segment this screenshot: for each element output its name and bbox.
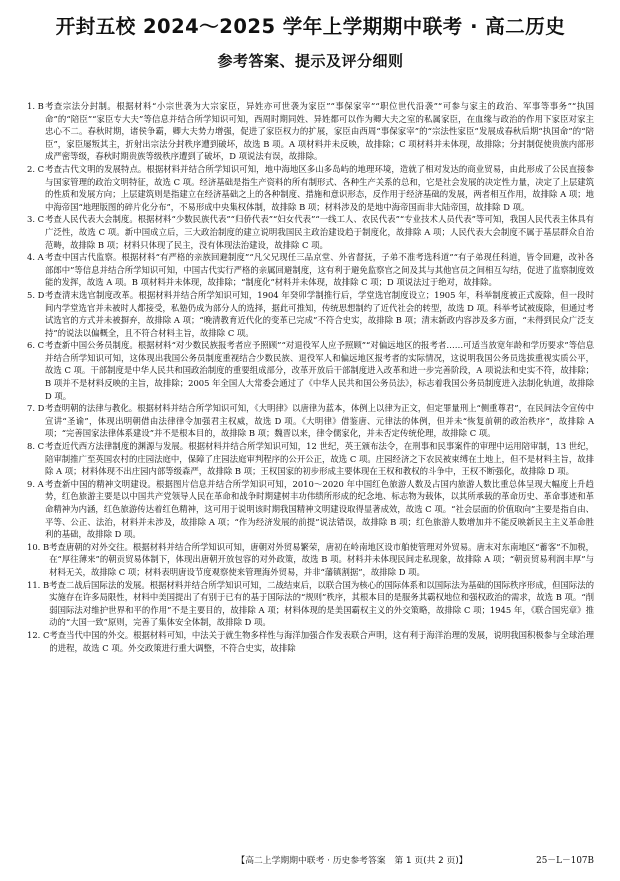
answer-explanation: 考查清末选官制度改革。根据材料并结合所学知识可知，1904 年癸卯学制推行后，学堂选官制度设立；1905 年，科举制度被正式废除，但一段时间内学堂选官并未被时人都接受，私塾仍成为部分人的选择，据此可推知，传统思想制约了近代社会的转型，故选 D 项。科举考试被废除，但通过考试选官的方式并未被摒弃，故排除 A 项；“晚清教育近代化的变革已完成”不符合史实，故排除 B 项；清末新政内容涉及多方面，“未得到民众广泛支持”的说法以偏概全，且不符合材料主旨，故排除 C 项。: [45, 289, 594, 338]
answer-number: 2. C: [27, 163, 45, 174]
answer-number: 1. B: [27, 101, 44, 111]
answer-item-3: [27, 213, 594, 251]
document-code: 25－L－107B: [536, 856, 594, 866]
answer-item-5: [27, 289, 594, 339]
answer-item-8: [27, 440, 594, 478]
answer-number: 9. A: [27, 478, 44, 489]
answer-explanation: 考查新中国的精神文明建设。根据图片信息并结合所学知识可知，2010～2020 年中国红色旅游人数及占国内旅游人数比重总体呈现大幅度上升趋势，红色旅游主要是以中国共产党领导人民在革命和战争时期建树丰功伟绩所形成的纪念地、标志物为载体，以其所承载的革命历史、革命事迹和革命精神为内涵，红色旅游传达着红色精神，这可用于说明该时期我国精神文明建设取得显著成效，故选 C 项。“社会层面的价值取向”主要是指自由、平等、公正、法治，材料并未涉及，故排除 A 项；“作为经济发展的前提”说法错误，故排除 B 项；红色旅游人数增加并不能反映新民主主义革命胜利的基础，故排除 D 项。: [45, 478, 594, 540]
answer-number: 6. C: [27, 340, 45, 351]
answer-explanation: 考查近代西方法律制度的渊源与发展。根据材料并结合所学知识可知，12 世纪，英王颁布法令，在刑事和民事案件的审理中运用陪审制，13 世纪，陪审制推广至英国农村的庄园法庭中，保障了庄园法庭审判程序的公开公正，故选 C 项。庄园经济之下农民被束缚在土地上，但不是材料主旨，故排除 A 项；材料体现不出庄园内部等级森严，故排除 B 项；王权国家的初步形成主要体现在王权和教权的斗争中，王权不断强化，故排除 D 项。: [45, 441, 594, 477]
answer-item-6: [27, 339, 594, 402]
page-subtitle: 参考答案、提示及评分细则: [217, 52, 404, 70]
answer-item-10: [27, 541, 594, 579]
answer-number: 5. D: [27, 289, 45, 300]
answer-item-2: [27, 163, 594, 213]
answer-explanation: 考查二战后国际法的发展。根据材料并结合所学知识可知，二战结束后，以联合国为核心的国际体系和以国际法为基础的国际秩序形成，但国际法的实施存在许多局限性，材料中美国提出了有别于已有的基于国际法的“规则”秩序，其根本目的是服务其霸权地位和强权政治的需求，故选 B 项。“削弱国际法对维护世界和平的作用”不是主要目的，故排除 A 项；材料体现的是美国霸权主义的外交策略，故排除 C 项；1945 年，《联合国宪章》推动的“大国一致”原则，完善了集体安全体制，故排除 D 项。: [49, 579, 594, 628]
answer-list: [27, 100, 594, 654]
answer-item-11: [27, 579, 594, 629]
answer-item-9: [27, 478, 594, 541]
answer-number: 4. A: [27, 252, 44, 263]
answer-explanation: 考查唐朝的对外交往。根据材料并结合所学知识可知，唐朝对外贸易繁荣，唐初在岭南地区设市舶使管理对外贸易。唐末对东南地区“蓄客”不加税，在“厚往薄来”的朝贡贸易体制下，体现出唐朝开放包容的对外政策，故选 B 项。材料并未体现民间走私现象，故排除 A 项；“朝贡贸易利润丰厚”与材料无关，故排除 C 项；材料表明唐设节度观察使来管理海外贸易，并非“藩镇割据”，故排除 D 项。: [49, 541, 594, 577]
answer-number: 10. B: [27, 541, 50, 552]
answer-item-12: [27, 629, 594, 654]
answer-number: 8. C: [27, 441, 45, 452]
answer-explanation: 考查宗法分封制。根据材料“小宗世袭为大宗家臣，异姓亦可世袭为家臣”“事保家宰”“职位世代沿袭”“可参与家主的政治、军事等事务”“执国命”的“陪臣”“家臣专大夫”等信息并结合所学知识可知，西周时期同姓、异姓都可以作为卿大夫之室的私属家臣，在血缘与政治的作用下家臣对家主忠心不二。春秋时期，诸侯争霸，卿大夫势力增强，促进了家臣权力的扩展，家臣由西周“事保家宰”的“宗法性家臣”发展成春秋后期“执国命”的“陪臣”，家臣屡叛其主，折射出宗法分封秩序遭到破坏，故选 B 项。A 项材料并未反映，故排除；C 项材料并未体现，故排除；分封制促使贵族内部形成严密等级，春秋时期贵族等级秩序遭到了破坏，D 项说法有误，故排除。: [45, 101, 594, 162]
answer-explanation: 考查中国古代监察。根据材料“有严格的亲族回避制度”“凡父兄现任三品京堂、外省督抚，子弟不准考选科道”“有子弟现任科道，皆令回避，改补各部郎中”等信息并结合所学知识可知，中国古代实行严格的亲属回避制度，这有利于避免监察官之间及其与其他官员之间相互勾结，促进了监察制度效能的发挥，故选 A 项。B 项材料并未体现，故排除；“制度化”材料并未体现，故排除 C 项；D 项说法过于绝对，故排除。: [45, 252, 594, 288]
answer-explanation: 考查新中国公务员制度。根据材料“对少数民族报考者应予照顾”“对退役军人应予照顾”“对偏远地区的报考者……可适当放宽年龄和学历要求”等信息并结合所学知识可知，这体现出我国公务员制度重视结合少数民族、退役军人和偏远地区报考者的实际情况，这说明我国公务员选拔重视实质公平，故选 C 项。干部制度是中华人民共和国政治制度的重要组成部分，改革开放后干部制度进入改革和进一步完善阶段，A 项说法和史实不符，故排除；B 项并不是材料反映的主旨，故排除；2005 年全国人大常委会通过了《中华人民共和国公务员法》，标志着我国公务员制度进入法制化轨道，故排除 D 项。: [45, 340, 594, 401]
answer-number: 11. B: [27, 579, 50, 590]
answer-item-1: [27, 100, 594, 163]
answer-number: 3. C: [27, 214, 45, 225]
answer-item-4: [27, 251, 594, 289]
page-title: 开封五校 2024～2025 学年上学期期中联考 · 高二历史: [55, 15, 566, 38]
page-footer: [0, 853, 594, 866]
answer-explanation: 考查人民代表大会制度。根据材料“少数民族代表”“归侨代表”“妇女代表”“一线工人、农民代表”“专业技术人员代表”等可知，我国人民代表主体具有广泛性，故选 C 项。新中国成立后，三大政治制度的建立说明我国民主政治建设趋于制度化，故排除 A 项；人民代表大会制度不属于基层群众自治范畴，故排除 B 项；材料只体现了民主，没有体现法治建设，故排除 C 项。: [45, 214, 594, 250]
answer-explanation: 考查明朝的法律与教化。根据材料并结合所学知识可知，《大明律》以唐律为蓝本，体例上以律为正文，但定罪量刑上“侧重尊君”，在民间法令宣传中宣讲“圣谕”，体现出明朝借由法律律令加强君主权威，故选 D 项。《大明律》借鉴唐、元律法的体例，但并未“恢复前朝的政治秩序”，故排除 A 项；“完善国家法律体系建设”并不是根本目的，故排除 B 项；魏晋以来，律令儒家化，并未否定传统伦理，故排除 C 项。: [45, 403, 594, 439]
answer-number: 7. D: [27, 403, 45, 414]
answer-explanation: 考查当代中国的外交。根据材料可知，中法关于就生物多样性与海洋加强合作发表联合声明，这有利于海洋治理的发展，说明我国积极参与全球治理的进程，故选 C 项。外交政策进行重大调整，不符合史实，故排除: [49, 629, 594, 653]
answer-number: 12. C: [27, 629, 50, 640]
answer-item-7: [27, 402, 594, 440]
answer-explanation: 考查古代文明的发展特点。根据材料并结合所学知识可知，地中海地区多山多岛屿的地理环境，造就了相对发达的商业贸易，由此形成了公民直接参与国家管理的政治文明特征，故选 C 项。经济基础是指生产资料的所有制形式、各种生产关系的总和，它是社会发展的决定性力量，决定了上层建筑的性质和发展方向；上层建筑则是指建立在经济基础之上的各种制度、措施和意识形态，反作用于经济基础的发展，两者相互作用，故排除 A 项；地中海帝国“地理版图的碎片化分布”，不易形成中央集权体制，故排除 B 项；材料涉及的是地中海帝国而非大陆帝国，故排除 D 项。: [45, 163, 594, 212]
footer-page-label: 【高二上学期期中联考 · 历史参考答案 第 1 页(共 2 页)】: [236, 856, 468, 866]
